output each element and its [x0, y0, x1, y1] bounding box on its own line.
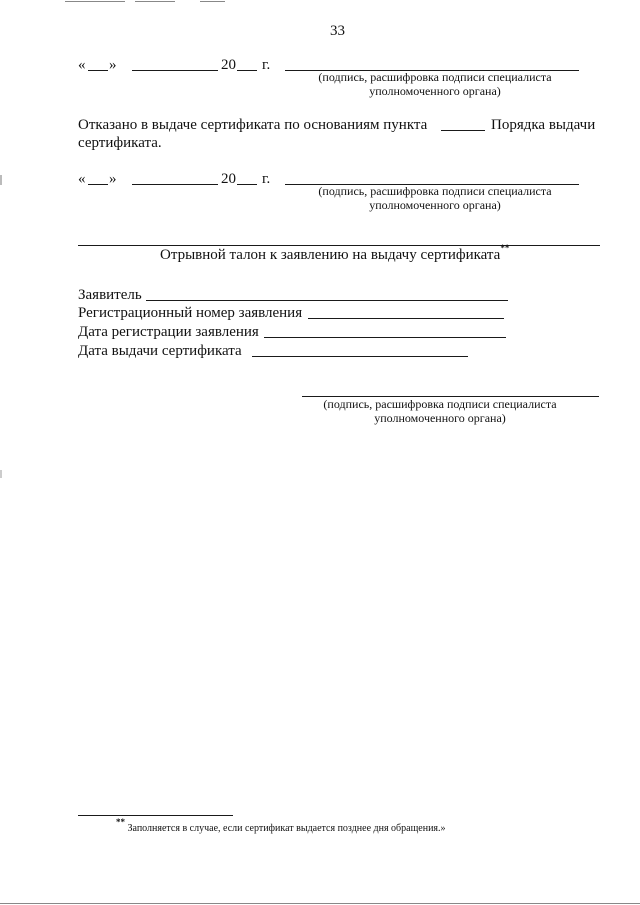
stub-title-text: Отрывной талон к заявлению на выдачу сертификата [160, 247, 501, 263]
scan-artifact [0, 175, 2, 185]
signature-caption-line2: уполномоченного органа) [369, 198, 501, 212]
scan-artifact [200, 1, 225, 2]
scan-artifact [0, 470, 2, 478]
year-prefix: 20 [221, 57, 236, 73]
clause-blank [441, 130, 485, 131]
year-suffix: г. [262, 57, 271, 73]
footnote-separator [78, 815, 233, 816]
reg-number-blank [308, 318, 504, 319]
issue-date-blank [252, 356, 468, 357]
year-prefix: 20 [221, 171, 236, 187]
quote-open: « [78, 171, 86, 187]
stub-title-footnote-mark: ** [500, 243, 510, 253]
year-blank [237, 70, 257, 71]
month-blank [132, 70, 218, 71]
footnote-mark: ** [116, 816, 125, 827]
footnote [116, 816, 446, 835]
year-suffix: г. [262, 171, 271, 187]
year-blank [237, 184, 257, 185]
issue-date-label: Дата выдачи сертификата [78, 343, 242, 359]
refusal-text-start: Отказано в выдаче сертификата по основаниям пункта [78, 117, 428, 133]
signature-caption-line2: уполномоченного органа) [369, 84, 501, 98]
reg-number-label: Регистрационный номер заявления [78, 305, 303, 321]
signature-caption-line1: (подпись, расшифровка подписи специалиста [318, 70, 552, 84]
signature-caption-line1: (подпись, расшифровка подписи специалиста [323, 397, 557, 411]
refusal-text-end: Порядка выдачи [491, 117, 596, 133]
stub-title [160, 243, 510, 264]
scan-artifact [135, 1, 175, 2]
quote-close: » [109, 57, 117, 73]
page-number: 33 [330, 23, 345, 39]
applicant-label: Заявитель [78, 287, 142, 303]
refusal-text-line2: сертификата. [78, 135, 162, 151]
reg-date-blank [264, 337, 506, 338]
day-blank [88, 184, 108, 185]
signature-caption-line2: уполномоченного органа) [374, 411, 506, 425]
scan-artifact [0, 903, 640, 904]
reg-date-label: Дата регистрации заявления [78, 324, 259, 340]
quote-open: « [78, 57, 86, 73]
month-blank [132, 184, 218, 185]
quote-close: » [109, 171, 117, 187]
signature-caption-line1: (подпись, расшифровка подписи специалиста [318, 184, 552, 198]
applicant-blank [146, 300, 508, 301]
footnote-text: Заполняется в случае, если сертификат выдается позднее дня обращения.» [127, 823, 446, 834]
scan-artifact [65, 1, 125, 2]
day-blank [88, 70, 108, 71]
